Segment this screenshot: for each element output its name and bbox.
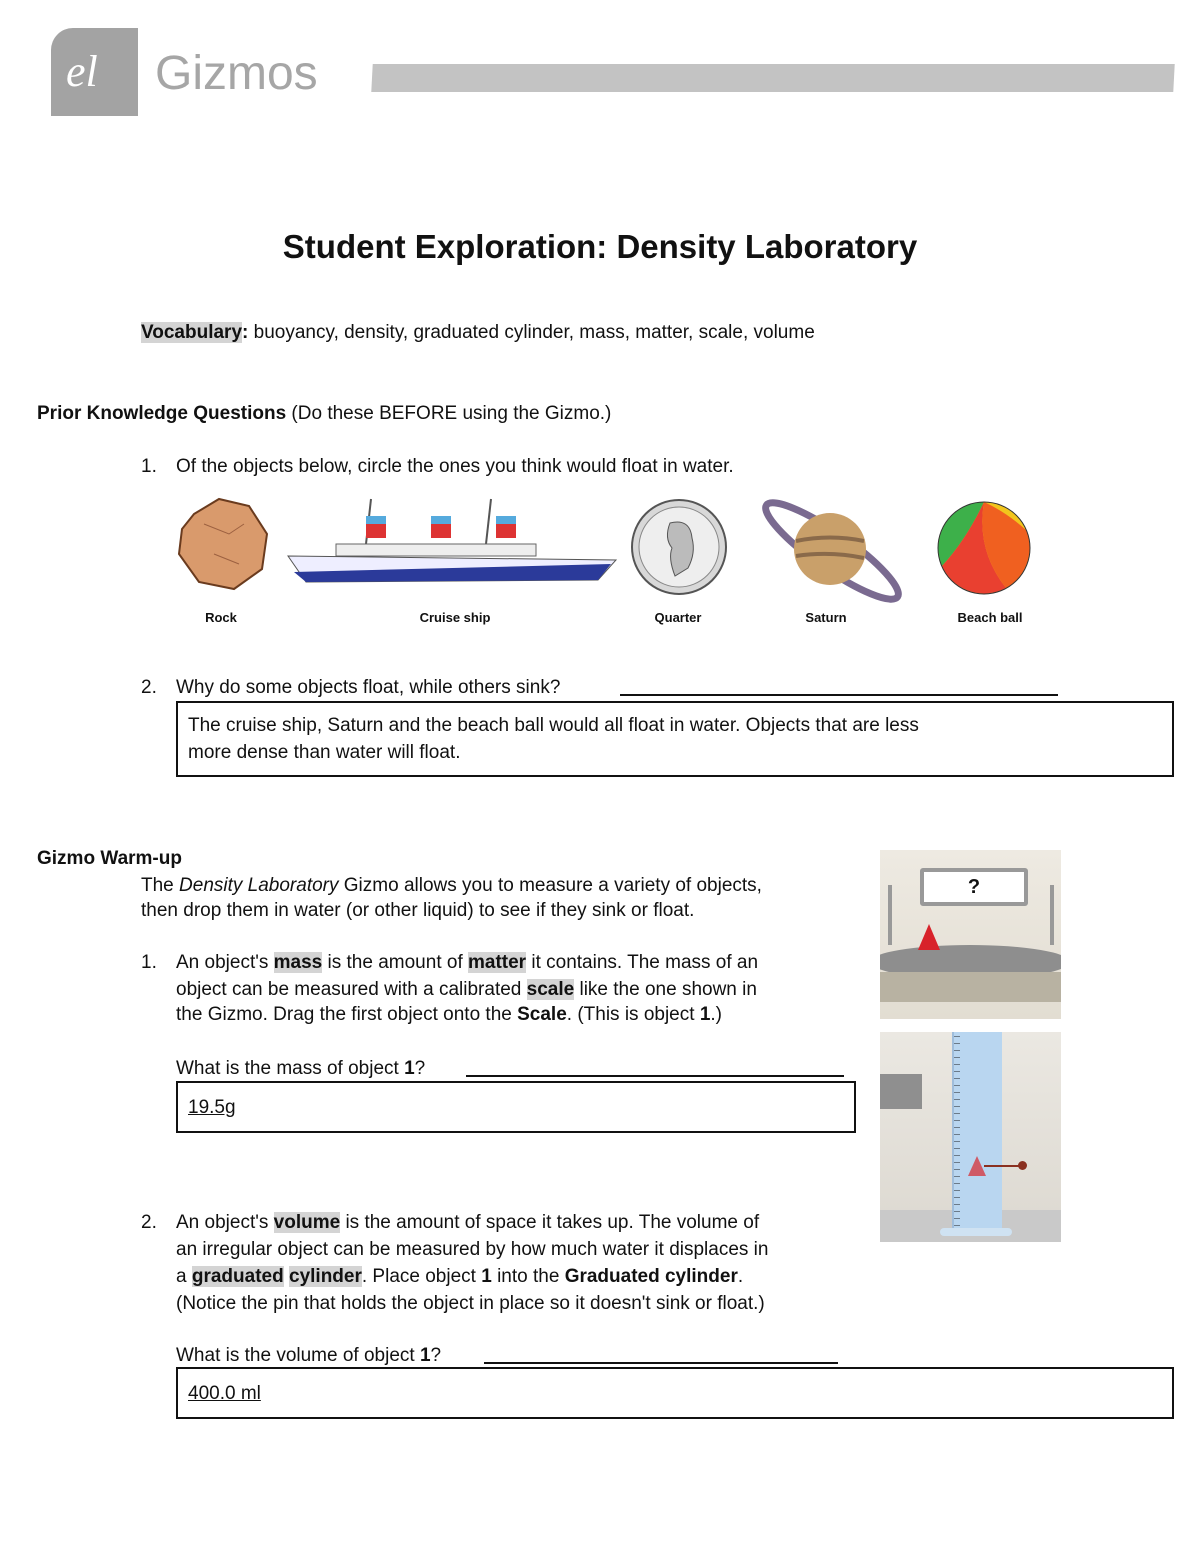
cylinder-ticks xyxy=(954,1036,960,1226)
scale-image xyxy=(880,850,1061,1019)
scale-post xyxy=(888,885,892,945)
logo-text: Gizmos xyxy=(155,47,318,100)
answer-underline xyxy=(466,1075,844,1077)
scale-post xyxy=(1050,885,1054,945)
term-cylinder: cylinder xyxy=(289,1266,362,1287)
pin-head xyxy=(1018,1161,1027,1170)
term-graduated: graduated xyxy=(191,1266,284,1287)
intro-text: Gizmo allows you to measure a variety of objects, xyxy=(338,875,762,896)
text: it contains. The mass of an xyxy=(526,952,759,973)
object-caption-cruise-ship: Cruise ship xyxy=(419,610,491,625)
section-heading: Prior Knowledge Questions xyxy=(37,403,287,424)
question-2-text: Why do some objects float, while others sink? xyxy=(176,677,561,698)
warmup-q2-line-3 xyxy=(176,1266,743,1288)
warmup-q1-line-2 xyxy=(176,979,757,1001)
warmup-intro-line-1 xyxy=(141,875,762,897)
saturn-image xyxy=(752,496,912,606)
graduated-cylinder-image xyxy=(880,1032,1061,1242)
text: . (This is object xyxy=(566,1004,700,1025)
vocabulary-label: Vocabulary xyxy=(141,322,243,343)
gizmo-name: Density Laboratory xyxy=(179,875,339,896)
volume-answer: 400.0 ml xyxy=(188,1383,261,1404)
text: into the xyxy=(491,1266,565,1287)
section-note: (Do these BEFORE using the Gizmo.) xyxy=(286,403,612,424)
warmup-q1-line-1 xyxy=(176,952,758,974)
warmup-q2-line-1 xyxy=(176,1212,759,1234)
object-caption-quarter: Quarter xyxy=(654,610,702,625)
object-number: 1 xyxy=(481,1266,492,1287)
term-matter: matter xyxy=(468,952,527,973)
cylinder-base xyxy=(940,1228,1012,1236)
text: What is the mass of object xyxy=(176,1058,405,1079)
answer-box-float[interactable] xyxy=(176,701,1174,777)
text: is the amount of space it takes up. The volume of xyxy=(340,1212,760,1233)
scale-display: ? xyxy=(920,868,1028,906)
object-number: 1 xyxy=(419,1345,431,1366)
text: ? xyxy=(414,1058,426,1079)
mass-prompt xyxy=(176,1058,425,1080)
scale-label: Scale xyxy=(517,1004,567,1025)
pin xyxy=(984,1165,1022,1167)
beach-ball-image xyxy=(936,500,1032,596)
text: . xyxy=(737,1266,744,1287)
page-title: Student Exploration: Density Laboratory xyxy=(282,228,918,265)
warmup-q2-line-4: (Notice the pin that holds the object in place so it doesn't sink or float.) xyxy=(176,1293,765,1314)
text: ? xyxy=(430,1345,442,1366)
text: . Place object xyxy=(361,1266,482,1287)
term-scale: scale xyxy=(526,979,575,1000)
term-mass: mass xyxy=(273,952,323,973)
volume-answer-box[interactable] xyxy=(176,1367,1174,1419)
warmup-q1-line-3 xyxy=(176,1004,722,1026)
object-number: 1 xyxy=(699,1004,711,1025)
question-1-number: 1. xyxy=(141,456,157,477)
mass-answer-box[interactable] xyxy=(176,1081,856,1133)
scale-base xyxy=(880,972,1061,1002)
object-caption-rock: Rock xyxy=(205,610,237,625)
mass-answer: 19.5g xyxy=(188,1097,236,1118)
text: is the amount of xyxy=(322,952,468,973)
term-volume: volume xyxy=(273,1212,341,1233)
answer-line-2: more dense than water will float. xyxy=(188,742,461,763)
warmup-q2-line-2: an irregular object can be measured by how much water it displaces in xyxy=(176,1239,769,1260)
cruise-ship-image xyxy=(286,494,618,590)
question-2-number: 2. xyxy=(141,677,157,698)
object-number: 1 xyxy=(404,1058,415,1079)
logo-mark-text: el xyxy=(66,47,98,96)
warmup-intro-line-2: then drop them in water (or other liquid) to see if they sink or float. xyxy=(141,900,695,921)
text: the Gizmo. Drag the first object onto the xyxy=(176,1004,518,1025)
answer-line-1: The cruise ship, Saturn and the beach ball would all float in water. Objects that are less xyxy=(188,715,919,736)
header-bar xyxy=(371,64,1174,92)
shelf xyxy=(880,1074,922,1109)
text: An object's xyxy=(176,1212,274,1233)
question-1-text: Of the objects below, circle the ones you think would float in water. xyxy=(176,456,734,477)
answer-underline xyxy=(620,694,1058,696)
warmup-q2-number: 2. xyxy=(141,1212,157,1233)
text: .) xyxy=(710,1004,722,1025)
object-caption-saturn: Saturn xyxy=(805,610,847,625)
intro-text: The xyxy=(141,875,180,896)
vocabulary-terms: buoyancy, density, graduated cylinder, mass, matter, scale, volume xyxy=(248,322,815,343)
vocabulary-colon: : xyxy=(242,322,249,343)
red-cone-object xyxy=(918,924,940,950)
text: An object's xyxy=(176,952,274,973)
text: like the one shown in xyxy=(574,979,757,1000)
volume-prompt xyxy=(176,1345,441,1367)
graduated-cylinder-label: Graduated cylinder xyxy=(564,1266,738,1287)
answer-underline xyxy=(484,1362,838,1364)
vocabulary-line xyxy=(141,322,815,344)
text: What is the volume of object xyxy=(176,1345,420,1366)
warmup-q1-number: 1. xyxy=(141,952,157,973)
quarter-image xyxy=(630,498,728,596)
warmup-heading: Gizmo Warm-up xyxy=(37,848,182,869)
text: object can be measured with a calibrated xyxy=(176,979,527,1000)
object-caption-beach-ball: Beach ball xyxy=(957,610,1023,625)
rock-image xyxy=(174,494,272,594)
text: a xyxy=(176,1266,192,1287)
prior-knowledge-heading xyxy=(37,403,611,425)
